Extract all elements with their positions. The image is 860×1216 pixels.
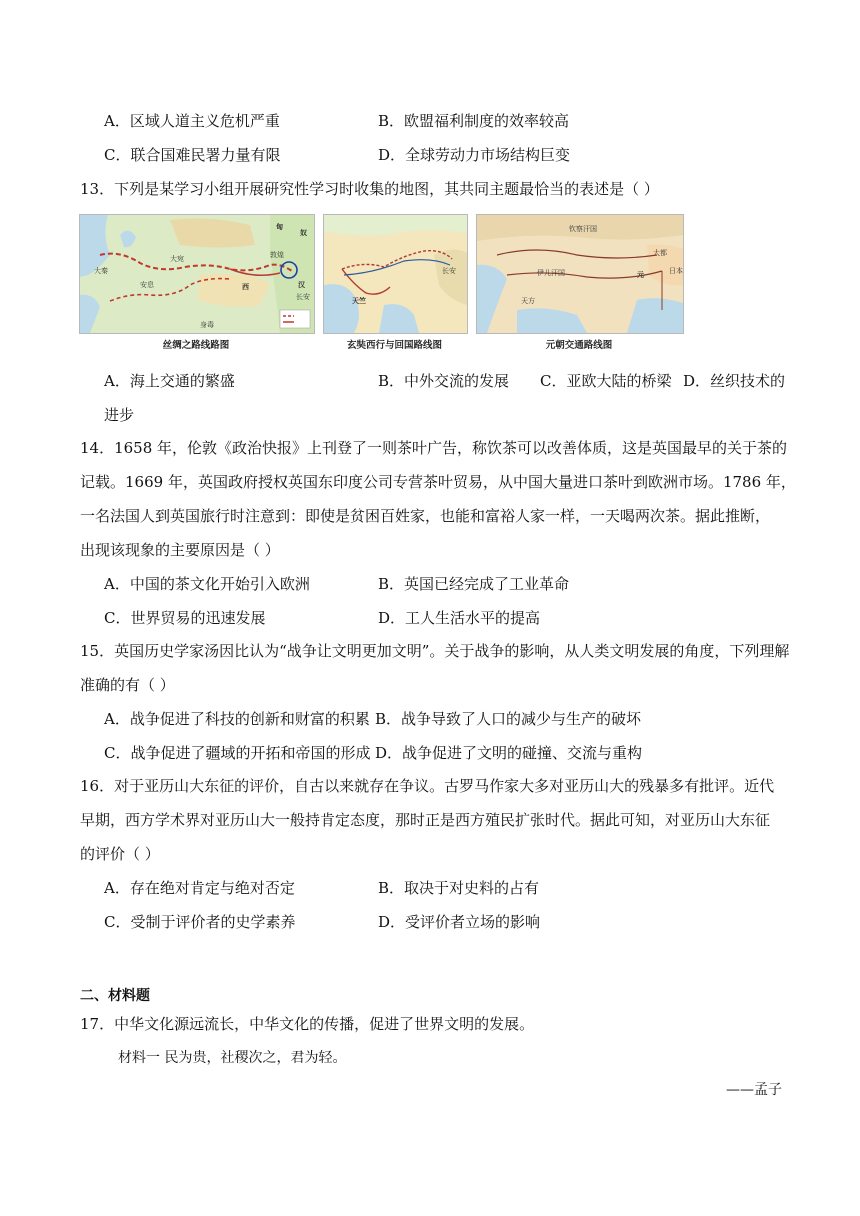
map1-label-han: 汉 <box>298 281 305 289</box>
q15-option-b: B．战争导致了人口的减少与生产的破坏 <box>375 710 642 728</box>
q13-option-d: D．丝织技术的 <box>683 372 786 390</box>
section-title: 二、材料题 <box>80 988 150 1004</box>
map1-label-daqin: 大秦 <box>94 267 108 275</box>
map3-label-dadu: 大都 <box>653 249 667 257</box>
silk-road-map <box>79 214 315 334</box>
q16-option-a: A．存在绝对肯定与绝对否定 <box>104 879 295 897</box>
q16-line-3: 的评价（ ） <box>80 845 160 863</box>
q17-material-1: 材料一 民为贵，社稷次之，君为轻。 <box>118 1050 347 1066</box>
q16-option-b: B．取决于对史料的占有 <box>378 879 540 897</box>
map1-label-anxi: 安息 <box>140 281 154 289</box>
q15-option-c: C．战争促进了疆域的开拓和帝国的形成 <box>104 744 371 762</box>
q13-option-c: C．亚欧大陆的桥梁 <box>540 372 672 390</box>
q12-option-b: B．欧盟福利制度的效率较高 <box>378 112 570 130</box>
q15-option-d: D．战争促进了文明的碰撞、交流与重构 <box>375 744 643 762</box>
q14-option-c: C．世界贸易的迅速发展 <box>104 609 266 627</box>
yuan-map <box>476 214 684 334</box>
silk-road-caption: 丝绸之路线路图 <box>162 340 230 351</box>
q14-line-4: 出现该现象的主要原因是（ ） <box>80 541 280 559</box>
q13-option-a: A．海上交通的繁盛 <box>104 372 235 390</box>
map1-label-nu: 奴 <box>300 229 307 237</box>
xuanzang-map <box>323 214 468 334</box>
map1-label-dayuan: 大宛 <box>170 255 184 263</box>
map1-label-xiongnu: 匈 <box>276 223 283 231</box>
q15-line-2: 准确的有（ ） <box>80 676 175 694</box>
q14-line-3: 一名法国人到英国旅行时注意到：即使是贫困百姓家，也能和富裕人家一样，一天喝两次茶。据此推断， <box>80 507 771 525</box>
xuanzang-caption: 玄奘西行与回国路线图 <box>346 340 442 351</box>
q17-stem: 17．中华文化源远流长，中华文化的传播，促进了世界文明的发展。 <box>80 1015 535 1033</box>
map2-label-tianzhu: 天竺 <box>352 297 366 305</box>
map3-label-tianfang: 天方 <box>521 297 535 305</box>
map1-label-xi: 西 <box>242 283 249 291</box>
q13-option-b: B．中外交流的发展 <box>378 372 510 390</box>
q16-option-c: C．受制于评价者的史学素养 <box>104 913 296 931</box>
q15-line-1: 15．英国历史学家汤因比认为“战争让文明更加文明”。关于战争的影响，从人类文明发展的角度，下列理解 <box>80 642 790 660</box>
map1-label-dunhuang: 敦煌 <box>270 251 284 259</box>
map2-label-changan: 长安 <box>442 267 456 275</box>
map3-label-riben: 日本 <box>669 267 683 275</box>
q16-line-1: 16．对于亚历山大东征的评价，自古以来就存在争议。古罗马作家大多对亚历山大的残暴多有批评。近代 <box>80 777 775 795</box>
q14-option-a: A．中国的茶文化开始引入欧洲 <box>104 575 310 593</box>
q17-source-1: ——孟子 <box>726 1082 782 1098</box>
q12-option-c: C．联合国难民署力量有限 <box>104 146 281 164</box>
q16-line-2: 早期，西方学术界对亚历山大一般持肯定态度，那时正是西方殖民扩张时代。据此可知，对亚历山大东征 <box>80 811 771 829</box>
q15-option-a: A．战争促进了科技的创新和财富的积累 <box>104 710 370 728</box>
q14-option-d: D．工人生活水平的提高 <box>378 609 541 627</box>
q14-line-2: 记载。1669 年，英国政府授权英国东印度公司专营茶叶贸易，从中国大量进口茶叶到欧洲市场。1786 年， <box>80 473 796 491</box>
map3-label-yuan: 元 <box>637 271 644 279</box>
q12-option-d: D．全球劳动力市场结构巨变 <box>378 146 571 164</box>
map3-label-qincha: 钦察汗国 <box>569 225 597 233</box>
q14-line-1: 14．1658 年，伦敦《政治快报》上刊登了一则茶叶广告，称饮茶可以改善体质，这是英国最早的关于茶的 <box>80 439 788 457</box>
q13-option-d-cont: 进步 <box>104 406 135 424</box>
map1-label-changan: 长安 <box>296 293 310 301</box>
q16-option-d: D．受评价者立场的影响 <box>378 913 541 931</box>
q13-stem: 13．下列是某学习小组开展研究性学习时收集的地图，其共同主题最恰当的表述是（ ） <box>80 180 659 198</box>
q14-option-b: B．英国已经完成了工业革命 <box>378 575 570 593</box>
map3-label-yier: 伊儿汗国 <box>537 269 565 277</box>
yuan-caption: 元朝交通路线图 <box>545 340 613 351</box>
q12-option-a: A．区域人道主义危机严重 <box>104 112 280 130</box>
map1-label-shendu: 身毒 <box>200 321 214 329</box>
